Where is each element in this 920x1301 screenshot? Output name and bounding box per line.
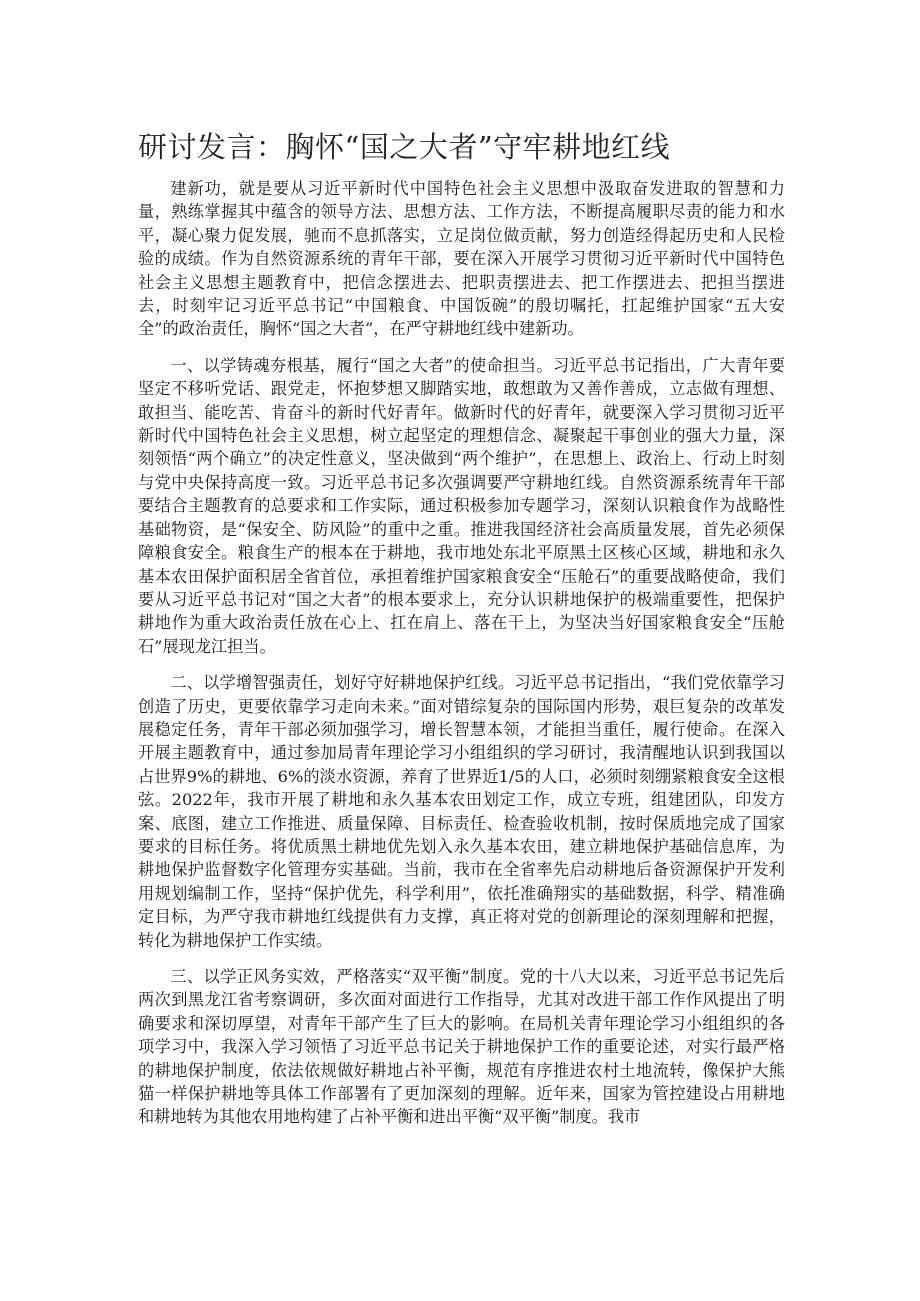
- paragraph-section-2: 二、以学增智强责任，划好守好耕地保护红线。习近平总书记指出，“我们党依靠学习创造了历史，更要依靠学习走向未来。”面对错综复杂的国际国内形势，艰巨复杂的改革发展稳定任务，青年干部必须加强学习，增长智慧本领，才能担当重任，履行使命。在深入开展主题教育中，通过参加局青年理论学习小组组织的学习研讨，我清醒地认识到我国以占世界9%的耕地、6%的淡水资源，养育了世界近1/5的人口，必须时刻绷紧粮食安全这根弦。2022年，我市开展了耕地和永久基本农田划定工作，成立专班，组建团队，印发方案、底图，建立工作推进、质量保障、目标责任、检查验收机制，按时保质地完成了国家要求的目标任务。将优质黑土耕地优先划入永久基本农田，建立耕地保护基础信息库，为耕地保护监督数字化管理夯实基础。当前，我市在全省率先启动耕地后备资源保护开发利用规划编制工作，坚持“保护优先，科学利用”，依托准确翔实的基础数据，科学、精准确定目标，为严守我市耕地红线提供有力支撑，真正将对党的创新理论的深刻理解和把握，转化为耕地保护工作实绩。: [138, 673, 785, 950]
- paragraph-intro: 建新功，就是要从习近平新时代中国特色社会主义思想中汲取奋发进取的智慧和力量，熟练掌握其中蕴含的领导方法、思想方法、工作方法，不断提高履职尽责的能力和水平，凝心聚力促发展，驰而不息抓落实，立足岗位做贡献，努力创造经得起历史和人民检验的成绩。作为自然资源系统的青年干部，要在深入开展学习贯彻习近平新时代中国特色社会主义思想主题教育中，把信念摆进去、把职责摆进去、把工作摆进去、把担当摆进去，时刻牢记习近平总书记“中国粮食、中国饭碗”的殷切嘱托，扛起维护国家“五大安全”的政治责任，胸怀“国之大者”，在严守耕地红线中建新功。: [138, 179, 785, 339]
- document-page: [138, 127, 785, 1142]
- document-title: 研讨发言：胸怀“国之大者”守牢耕地红线: [138, 130, 671, 164]
- paragraph-section-3: 三、以学正风务实效，严格落实“双平衡”制度。党的十八大以来，习近平总书记先后两次到黑龙江省考察调研，多次面对面进行工作指导，尤其对改进干部工作作风提出了明确要求和深切厚望，对青年干部产生了巨大的影响。在局机关青年理论学习小组组织的各项学习中，我深入学习领悟了习近平总书记关于耕地保护工作的重要论述，对实行最严格的耕地保护制度，依法依规做好耕地占补平衡，规范有序推进农村土地流转，像保护大熊猫一样保护耕地等具体工作部署有了更加深刻的理解。近年来，国家为管控建设占用耕地和耕地转为其他农用地构建了占补平衡和进出平衡“双平衡”制度。我市: [138, 967, 785, 1127]
- paragraph-section-1: 一、以学铸魂夯根基，履行“国之大者”的使命担当。习近平总书记指出，广大青年要坚定不移听党话、跟党走，怀抱梦想又脚踏实地，敢想敢为又善作善成，立志做有理想、敢担当、能吃苦、肯奋斗的新时代好青年。做新时代的好青年，就要深入学习贯彻习近平新时代中国特色社会主义思想，树立起坚定的理想信念、凝聚起干事创业的强大力量，深刻领悟“两个确立”的决定性意义，坚决做到“两个维护”，在思想上、政治上、行动上时刻与党中央保持高度一致。习近平总书记多次强调要严守耕地红线。自然资源系统青年干部要结合主题教育的总要求和工作实际，通过积极参加专题学习，深刻认识粮食作为战略性基础物资，是“保安全、防风险”的重中之重。推进我国经济社会高质量发展，首先必须保障粮食安全。粮食生产的根本在于耕地，我市地处东北平原黑土区核心区域，耕地和永久基本农田保护面积居全省首位，承担着维护国家粮食安全“压舱石”的重要战略使命，我们要从习近平总书记对“国之大者”的根本要求上，充分认识耕地保护的极端重要性，把保护耕地作为重大政治责任放在心上、扛在肩上、落在干上，为坚决当好国家粮食安全“压舱石”展现龙江担当。: [138, 355, 785, 656]
